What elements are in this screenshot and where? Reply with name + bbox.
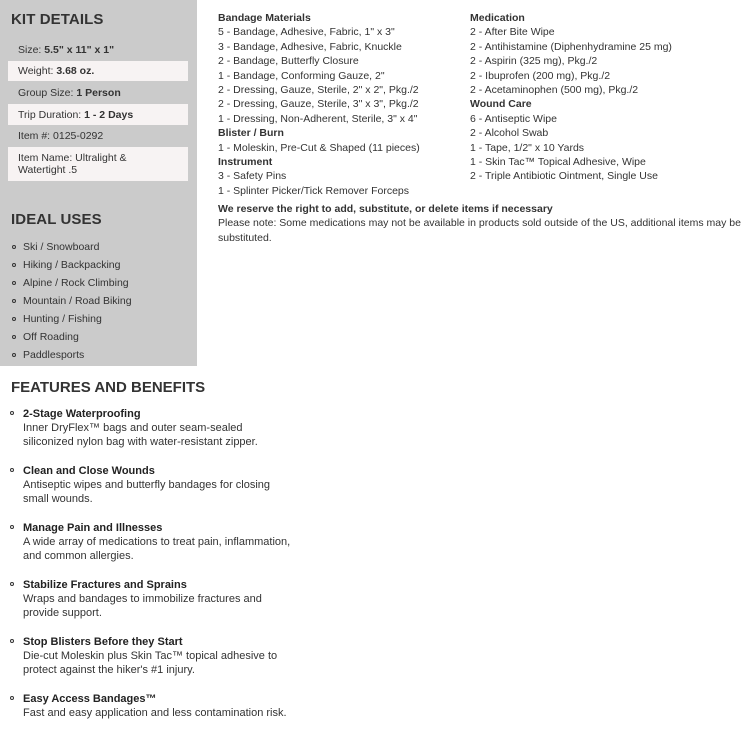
contents-category-heading: Blister / Burn xyxy=(218,127,284,140)
ideal-uses-heading: IDEAL USES xyxy=(11,211,102,228)
kit-weight-label: Weight: xyxy=(18,65,57,77)
feature-title: Easy Access Bandages™ xyxy=(23,693,157,705)
contents-category-heading: Instrument xyxy=(218,156,273,169)
ideal-use-item: Hunting / Fishing xyxy=(12,310,132,328)
feature-title: Stabilize Fractures and Sprains xyxy=(23,579,187,591)
contents-item: 2 - Alcohol Swab xyxy=(470,127,549,140)
ideal-use-item: Hiking / Backpacking xyxy=(12,256,132,274)
contents-item: 1 - Tape, 1/2" x 10 Yards xyxy=(470,141,585,154)
feature-title: Clean and Close Wounds xyxy=(23,465,155,477)
contents-item: 1 - Dressing, Non-Adherent, Sterile, 3" x 4" xyxy=(218,112,418,125)
contents-item: 2 - Bandage, Butterfly Closure xyxy=(218,55,359,68)
feature-title: Manage Pain and Illnesses xyxy=(23,522,163,534)
feature-item xyxy=(10,521,300,578)
kit-group-size-row xyxy=(8,83,188,103)
feature-description: A wide array of medications to treat pain, inflammation, and common allergies. xyxy=(23,536,291,563)
contents-item: 2 - Aspirin (325 mg), Pkg./2 xyxy=(470,55,598,68)
kit-size-value: 5.5" x 11" x 1" xyxy=(44,44,115,56)
contents-item: 3 - Bandage, Adhesive, Fabric, Knuckle xyxy=(218,40,402,53)
feature-title: Stop Blisters Before they Start xyxy=(23,636,183,648)
kit-group-size-label: Group Size: xyxy=(18,87,77,99)
contents-left-column xyxy=(218,11,420,198)
ideal-use-item: Mountain / Road Biking xyxy=(12,292,132,310)
contents-item: 2 - Triple Antibiotic Ointment, Single Use xyxy=(470,170,658,183)
contents-item: 2 - Acetaminophen (500 mg), Pkg./2 xyxy=(470,84,639,97)
kit-size-label: Size: xyxy=(18,44,45,56)
contents-category-heading: Bandage Materials xyxy=(218,12,311,24)
feature-item xyxy=(10,692,300,749)
kit-size-row xyxy=(8,40,188,60)
kit-details-sidebar xyxy=(0,0,197,366)
feature-title: 2-Stage Waterproofing xyxy=(23,408,141,420)
contents-item: 2 - Ibuprofen (200 mg), Pkg./2 xyxy=(470,69,611,82)
contents-item: 1 - Skin Tac™ Topical Adhesive, Wipe xyxy=(470,156,646,169)
contents-category-heading: Medication xyxy=(470,12,525,24)
reserve-right-text: We reserve the right to add, substitute, or delete items if necessary xyxy=(218,203,553,215)
feature-description: Fast and easy application and less contamination risk. xyxy=(23,707,287,719)
kit-weight-value: 3.68 oz. xyxy=(56,65,95,77)
feature-item xyxy=(10,578,300,635)
kit-item-name-row xyxy=(8,147,188,181)
feature-description: Antiseptic wipes and butterfly bandages for closing small wounds. xyxy=(23,479,271,506)
ideal-use-item: Alpine / Rock Climbing xyxy=(12,274,132,292)
feature-description: Wraps and bandages to immobilize fractures and provide support. xyxy=(23,593,262,620)
kit-group-size-value: 1 Person xyxy=(76,87,121,99)
ideal-use-item: Off Roading xyxy=(12,328,132,346)
kit-trip-duration-row xyxy=(8,104,188,125)
kit-item-number-label: Item #: 0125-0292 xyxy=(18,130,104,142)
contents-item: 6 - Antiseptic Wipe xyxy=(470,112,557,125)
kit-weight-row xyxy=(8,61,188,81)
contents-item: 1 - Bandage, Conforming Gauze, 2" xyxy=(218,69,385,82)
ideal-use-item: Ski / Snowboard xyxy=(12,238,132,256)
features-list xyxy=(10,407,300,749)
ideal-use-item: Paddlesports xyxy=(12,346,132,364)
contents-item: 5 - Bandage, Adhesive, Fabric, 1" x 3" xyxy=(218,26,395,39)
ideal-uses-list xyxy=(12,238,132,364)
contents-item: 1 - Splinter Picker/Tick Remover Forceps xyxy=(218,184,409,197)
feature-item xyxy=(10,635,300,692)
kit-item-name-line1: Item Name: Ultralight & xyxy=(18,151,127,164)
contents-right-column xyxy=(470,11,672,184)
kit-details-heading: KIT DETAILS xyxy=(11,11,104,28)
contents-item: 3 - Safety Pins xyxy=(218,170,287,183)
medication-note: Please note: Some medications may not be available in products sold outside of the US, additional items may be substituted. xyxy=(218,217,741,244)
contents-item: 2 - After Bite Wipe xyxy=(470,26,555,39)
kit-item-name-line2: Watertight .5 xyxy=(18,164,78,176)
contents-category-heading: Wound Care xyxy=(470,98,532,111)
kit-trip-duration-label: Trip Duration: xyxy=(18,108,85,121)
contents-item: 2 - Dressing, Gauze, Sterile, 2" x 2", Pkg./2 xyxy=(218,84,419,97)
feature-description: Inner DryFlex™ bags and outer seam-sealed siliconized nylon bag with water-resistant zipper. xyxy=(23,422,258,449)
contents-item: 2 - Antihistamine (Diphenhydramine 25 mg) xyxy=(470,40,672,53)
feature-description: Die-cut Moleskin plus Skin Tac™ topical adhesive to protect against the hiker's #1 injury. xyxy=(23,650,278,677)
features-heading: FEATURES AND BENEFITS xyxy=(11,379,206,396)
reserve-notice xyxy=(218,202,748,245)
feature-item xyxy=(10,407,300,464)
kit-item-number-row xyxy=(8,126,188,146)
contents-item: 1 - Moleskin, Pre-Cut & Shaped (11 pieces) xyxy=(218,141,420,154)
kit-trip-duration-value: 1 - 2 Days xyxy=(84,108,134,121)
contents-item: 2 - Dressing, Gauze, Sterile, 3" x 3", Pkg./2 xyxy=(218,98,419,111)
feature-item xyxy=(10,464,300,521)
